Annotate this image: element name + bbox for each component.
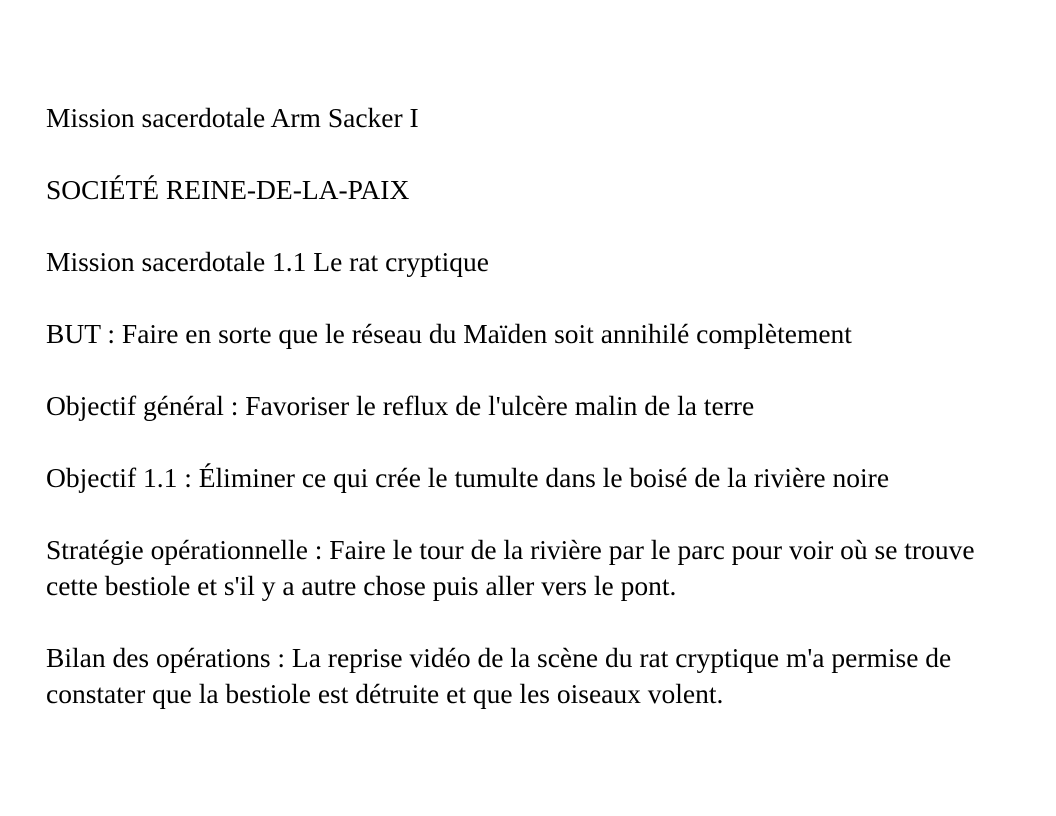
document-body	[46, 100, 1026, 712]
goal-text: BUT : Faire en sorte que le réseau du Maïden soit annihilé complètement	[46, 318, 852, 349]
mission-title: Mission sacerdotale Arm Sacker I	[46, 102, 419, 133]
general-objective-text: Objectif général : Favoriser le reflux de l'ulcère malin de la terre	[46, 390, 755, 421]
objective-1-1-text: Objectif 1.1 : Éliminer ce qui crée le tumulte dans le boisé de la rivière noire	[46, 462, 890, 493]
operational-strategy-text: Stratégie opérationnelle : Faire le tour de la rivière par le parc pour voir où se trouve cette bestiole et s'il y a autre chose puis aller vers le pont.	[46, 534, 975, 601]
society-name: SOCIÉTÉ REINE-DE-LA-PAIX	[46, 174, 410, 205]
mission-subtitle: Mission sacerdotale 1.1 Le rat cryptique	[46, 246, 489, 277]
operations-report-text: Bilan des opérations : La reprise vidéo de la scène du rat cryptique m'a permise de constater que la bestiole est détruite et que les oiseaux volent.	[46, 642, 952, 709]
